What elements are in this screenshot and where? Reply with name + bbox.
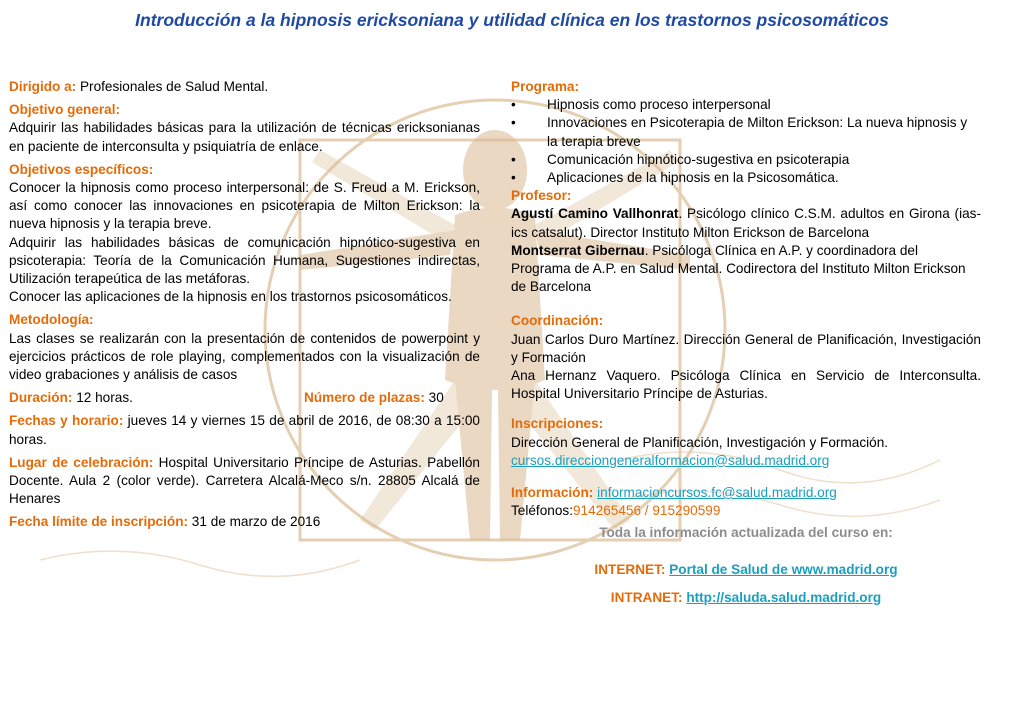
watermark-scribble-1 — [40, 551, 360, 576]
right-column — [511, 78, 981, 607]
objetivos-especificos-label: Objetivos específicos: — [9, 161, 154, 177]
coordinacion-label: Coordinación: — [511, 313, 604, 329]
coordinacion-1: Juan Carlos Duro Martínez. Dirección General de Planificación, Investigación y Formación — [511, 331, 981, 365]
telefonos-label: Teléfonos: — [511, 503, 573, 519]
coordinacion-section — [511, 312, 981, 403]
fechas-section — [9, 412, 480, 448]
programa-item-text: Innovaciones en Psicoterapia de Milton Erickson: La nueva hipnosis y la terapia breve — [547, 115, 968, 149]
objetivo-general-text: Adquirir las habilidades básicas para la utilización de técnicas ericksonianas en paciente de interconsulta y psiquiatría de enlace. — [9, 120, 480, 154]
left-column — [9, 78, 480, 537]
intranet-link[interactable]: http://saluda.salud.madrid.org — [686, 589, 882, 605]
fechas-label: Fechas y horario: — [9, 413, 124, 429]
fechas-text: jueves 14 y viernes 15 de abril de 2016, de 08:30 a 15:00 horas. — [9, 413, 480, 447]
metodologia-text: Las clases se realizarán con la presentación de contenidos de powerpoint y ejercicios prácticos de role playing, complementados con la visualización de video grabaciones y análisis de casos — [9, 330, 480, 383]
duracion-text: 12 horas. — [72, 390, 133, 406]
profesor-1-name: Agustí Camino Vallhonrat — [511, 206, 679, 222]
objetivo-especifico-2: Adquirir las habilidades básicas de comunicación hipnótico-sugestiva en psicoterapia: Teoría de la Comunicación Humana, Sugestiones indirectas, Utilización terapeútica de las metáforas. — [9, 234, 480, 287]
metodologia-label: Metodología: — [9, 312, 94, 328]
objetivo-general-label: Objetivo general: — [9, 102, 121, 118]
objetivo-especifico-1: Conocer la hipnosis como proceso interpersonal: de S. Freud a M. Erickson, así como conocer las innovaciones en psicoterapia de Milton Erickson: la nueva hipnosis y la terapia breve. — [9, 180, 480, 232]
limite-label: Fecha límite de inscripción: — [9, 514, 189, 530]
objetivo-general-section — [9, 101, 480, 156]
lugar-label: Lugar de celebración: — [9, 454, 154, 470]
bullet: • — [511, 170, 516, 186]
programa-item-3 — [511, 151, 981, 169]
dirigido-text: Profesionales de Salud Mental. — [76, 79, 269, 94]
profesor-label: Profesor: — [511, 188, 572, 204]
profesor-2 — [511, 242, 981, 297]
limite-text: 31 de marzo de 2016 — [188, 514, 321, 530]
coordinacion-2: Ana Hernanz Vaquero. Psicóloga Clínica en Servicio de Interconsulta. Hospital Universitario Príncipe de Asturias. — [511, 368, 981, 402]
programa-item-2 — [511, 114, 981, 150]
profesor-1-text: . Psicólogo clínico C.S.M. adultos en Girona (ias-ics catsalut). Director Instituto Milton Erickson de Barcelona — [511, 206, 981, 240]
lugar-text: Hospital Universitario Príncipe de Asturias. Pabellón Docente. Aula 2 (color verde). Carretera Alcalá-Meco s/n. 28805 Alcalá de Henares — [9, 454, 480, 507]
informacion-label: Información: — [511, 485, 594, 501]
dirigido-label: Dirigido a: — [9, 79, 77, 94]
profesor-2-name: Montserrat Gibernau — [511, 242, 645, 258]
bullet: • — [511, 115, 516, 131]
programa-item-1 — [511, 96, 981, 114]
duracion-block — [9, 389, 304, 407]
informacion-email-link[interactable]: informacioncursos.fc@salud.madrid.org — [597, 485, 837, 501]
informacion-section — [511, 484, 981, 520]
duracion-label: Duración: — [9, 390, 73, 406]
bullet: • — [511, 151, 516, 167]
plazas-label: Número de plazas: — [304, 390, 425, 406]
objetivos-especificos-section — [9, 161, 480, 307]
objetivo-especifico-3: Conocer las aplicaciones de la hipnosis en los trastornos psicosomáticos. — [9, 289, 452, 305]
plazas-text: 30 — [424, 390, 444, 406]
plazas-block — [304, 389, 444, 407]
profesor-section — [511, 187, 981, 296]
profesor-1 — [511, 205, 981, 241]
internet-label: INTERNET: — [594, 561, 666, 577]
programa-section — [511, 78, 981, 187]
internet-row — [511, 561, 981, 579]
inscripciones-section — [511, 415, 981, 470]
inscripciones-text: Dirección General de Planificación, Investigación y Formación. — [511, 434, 889, 450]
programa-item-text: Comunicación hipnótico-sugestiva en psicoterapia — [547, 151, 850, 167]
intranet-label: INTRANET: — [610, 589, 683, 605]
programa-item-text: Aplicaciones de la hipnosis en la Psicosomática. — [547, 170, 839, 186]
internet-link[interactable]: Portal de Salud de www.madrid.org — [669, 561, 898, 577]
inscripciones-label: Inscripciones: — [511, 416, 604, 432]
page-title: Introducción a la hipnosis ericksoniana y utilidad clínica en los trastornos psicosomáticos — [135, 10, 889, 30]
lugar-section — [9, 454, 480, 509]
telefonos-value: 914265456 / 915290599 — [572, 503, 721, 519]
programa-label: Programa: — [511, 79, 579, 94]
programa-item-text: Hipnosis como proceso interpersonal — [547, 97, 771, 113]
programa-list — [511, 96, 981, 187]
intranet-row — [511, 589, 981, 607]
limite-section — [9, 513, 480, 531]
programa-item-4 — [511, 169, 981, 187]
inscripciones-email-link[interactable]: cursos.direcciongeneralformacion@salud.madrid.org — [511, 452, 830, 468]
duracion-plazas-row — [9, 389, 480, 407]
profesor-2-text: . Psicóloga Clínica en A.P. y coordinadora del Programa de A.P. en Salud Mental. Codirectora del Instituto Milton Erickson de Barcelona — [511, 242, 966, 295]
toda-info-text: Toda la información actualizada del curso en: — [599, 525, 893, 541]
bullet: • — [511, 97, 516, 113]
dirigido-section — [9, 78, 480, 96]
metodologia-section — [9, 311, 480, 384]
